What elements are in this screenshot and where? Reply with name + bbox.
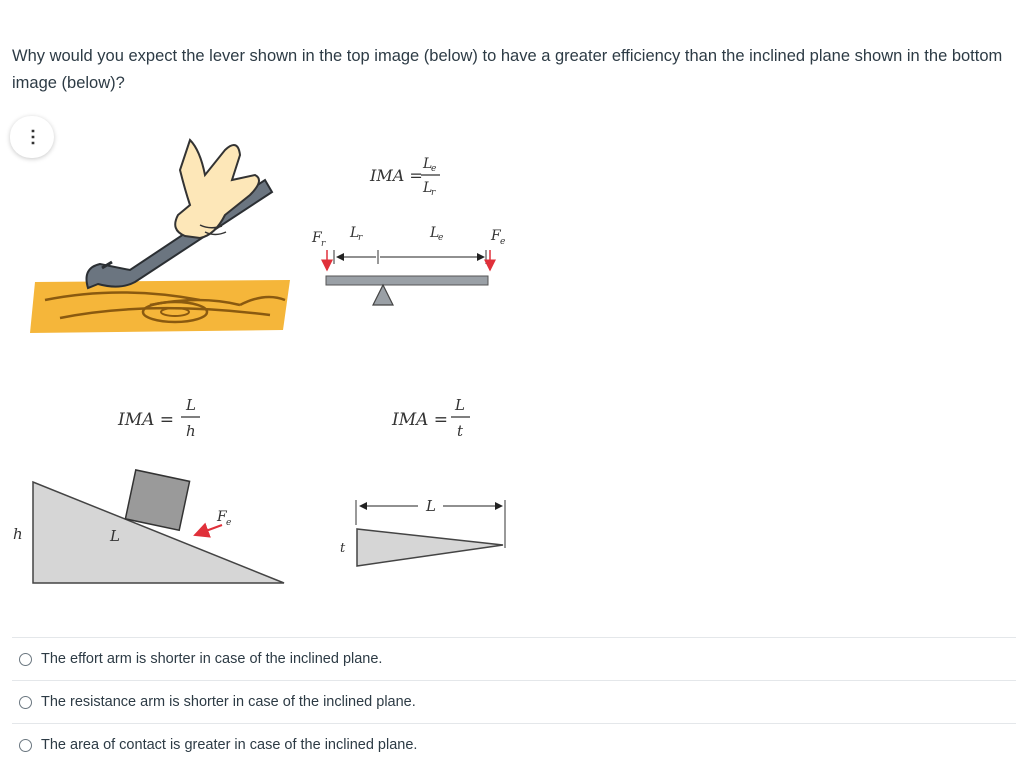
label-lr: L bbox=[350, 225, 360, 241]
wood-plank bbox=[30, 280, 290, 333]
wedge-ima-numerator: L bbox=[455, 396, 465, 414]
incline-ima-numerator: L bbox=[186, 396, 196, 414]
wedge-label-l: L bbox=[426, 497, 436, 515]
svg-text:e: e bbox=[438, 233, 444, 243]
wedge bbox=[357, 529, 503, 566]
crowbar-illustration bbox=[30, 140, 290, 333]
svg-text:e: e bbox=[500, 237, 506, 247]
incline-label-l: L bbox=[110, 527, 120, 545]
svg-text:r: r bbox=[431, 188, 436, 198]
radio-button[interactable] bbox=[19, 696, 32, 709]
incline-ima-denominator: h bbox=[186, 422, 196, 440]
svg-text:e: e bbox=[226, 518, 232, 528]
incline-ima-lhs: IMA = bbox=[118, 410, 175, 430]
answer-option-2[interactable] bbox=[12, 680, 1016, 723]
lever-bar bbox=[326, 276, 488, 285]
answer-option-1[interactable] bbox=[12, 637, 1016, 680]
lever-ima-denominator: L bbox=[423, 180, 433, 196]
lever-diagram bbox=[311, 156, 505, 305]
hand bbox=[175, 140, 259, 238]
answer-label: The area of contact is greater in case of the inclined plane. bbox=[41, 737, 418, 753]
lever-ima-numerator: L bbox=[423, 156, 433, 172]
answer-label: The resistance arm is shorter in case of the inclined plane. bbox=[41, 694, 416, 710]
lever-ima-lhs: IMA = bbox=[370, 166, 423, 185]
answer-list bbox=[12, 637, 1016, 766]
radio-button[interactable] bbox=[19, 653, 32, 666]
kebab-vertical-icon: ⋯ bbox=[22, 127, 43, 147]
radio-button[interactable] bbox=[19, 739, 32, 752]
wedge-ima-lhs: IMA = bbox=[392, 410, 449, 430]
fulcrum bbox=[373, 285, 393, 305]
label-fr: F bbox=[312, 230, 322, 246]
question-figure bbox=[0, 120, 1024, 590]
label-le: L bbox=[430, 225, 440, 241]
incline-label-h: h bbox=[13, 525, 23, 543]
wedge-label-t: t bbox=[340, 541, 346, 556]
answer-label: The effort arm is shorter in case of the inclined plane. bbox=[41, 651, 383, 667]
svg-text:r: r bbox=[358, 233, 363, 243]
answer-option-3[interactable] bbox=[12, 723, 1016, 766]
wedge-diagram bbox=[340, 396, 505, 566]
inclined-plane-diagram bbox=[13, 396, 284, 583]
question-text: Why would you expect the lever shown in the top image (below) to have a greater efficiency than the inclined plane shown in the bottom image (below)? bbox=[12, 47, 1003, 92]
svg-text:r: r bbox=[321, 239, 326, 249]
label-fe: F bbox=[491, 228, 501, 244]
block bbox=[125, 470, 189, 530]
svg-text:e: e bbox=[431, 164, 437, 174]
incline-label-fe: F bbox=[217, 509, 227, 525]
wedge-ima-denominator: t bbox=[457, 422, 464, 440]
